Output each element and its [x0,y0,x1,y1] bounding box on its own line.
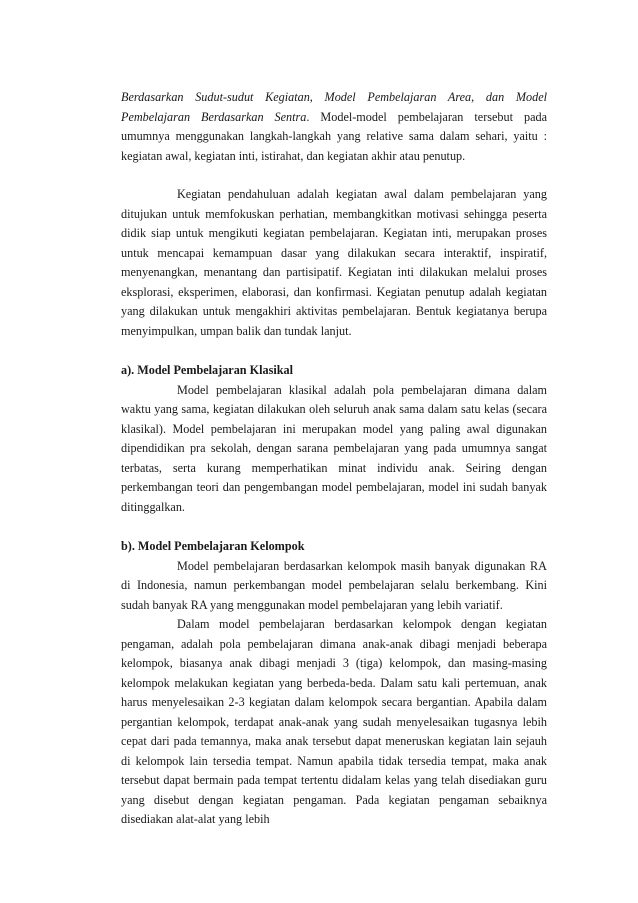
section-b-paragraph-1: Model pembelajaran berdasarkan kelompok masih banyak digunakan RA di Indonesia, namun perkembangan model pembelajaran selalu berkembang. Kini sudah banyak RA yang menggunakan model pembelajaran yang lebih variatif. [121,558,547,612]
spacer [121,517,547,537]
intro-rest: . Model-model pembelajaran tersebut pada umumnya menggunakan langkah-langkah yang relative sama dalam sehari, yaitu : kegiatan awal, kegiatan inti, istirahat, dan kegiatan akhir atau penutup. [121,109,547,163]
paragraph-kegiatan: Kegiatan pendahuluan adalah kegiatan awal dalam pembelajaran yang ditujukan untuk memfokuskan perhatian, membangkitkan motivasi sehingga peserta didik siap untuk mengikuti kegiatan pembelajaran. Kegiatan inti, merupakan proses untuk mencapai kemampuan dasar yang dilakukan secara interaktif, inspiratif, menyenangkan, menantang dan partisipatif. Kegiatan inti dilakukan melalui proses eksplorasi, eksperimen, elaborasi, dan konfirmasi. Kegiatan penutup adalah kegiatan yang dilakukan untuk mengakhiri aktivitas pembelajaran. Bentuk kegiatanya berupa menyimpulkan, umpan balik dan tundak lanjut. [121,187,547,338]
spacer [121,166,547,185]
section-b-paragraph-2: Dalam model pembelajaran berdasarkan kelompok dengan kegiatan pengaman, adalah pola pembelajaran dimana anak-anak dibagi menjadi beberapa kelompok, biasanya anak dibagi menjadi 3 (tiga) kelompok, dan masing-masing kelompok melakukan kegiatan yang berbeda-beda. Dalam satu kali pertemuan, anak harus menyelesaikan 2-3 kegiatan dalam kelompok secara bergantian. Apabila dalam pergantian kelompok, terdapat anak-anak yang sudah menyelesaikan tugasnya lebih cepat dari pada temannya, maka anak tersebut dapat meneruskan kegiatan lain sejauh di kelompok lain tersedia tempat. Namun apabila tidak tersedia tempat, maka anak tersebut dapat bermain pada tempat tertentu didalam kelas yang telah disediakan guru yang disebut dengan kegiatan pengaman. Pada kegiatan pengaman sebaiknya disediakan alat-alat yang lebih [121,617,547,826]
page-body [121,88,547,830]
spacer [121,341,547,361]
section-b-heading: b). Model Pembelajaran Kelompok [121,539,305,553]
intro-italic-lead: Berdasarkan Sudut-sudut Kegiatan, Model Pembelajaran Area, dan Model Pembelajaran Berdasarkan Sentra [121,90,547,124]
intro-paragraph [121,88,547,166]
section-a-heading: a). Model Pembelajaran Klasikal [121,363,293,377]
section-a-paragraph: Model pembelajaran klasikal adalah pola pembelajaran dimana dalam waktu yang sama, kegiatan dilakukan oleh seluruh anak sama dalam satu kelas (secara klasikal). Model pembelajaran ini merupakan model yang paling awal digunakan dipendidikan pra sekolah, dengan sarana pembelajaran yang pada umumnya sangat terbatas, serta kurang memperhatikan minat individu anak. Seiring dengan perkembangan teori dan pengembangan model pembelajaran, model ini sudah banyak ditinggalkan. [121,382,547,514]
